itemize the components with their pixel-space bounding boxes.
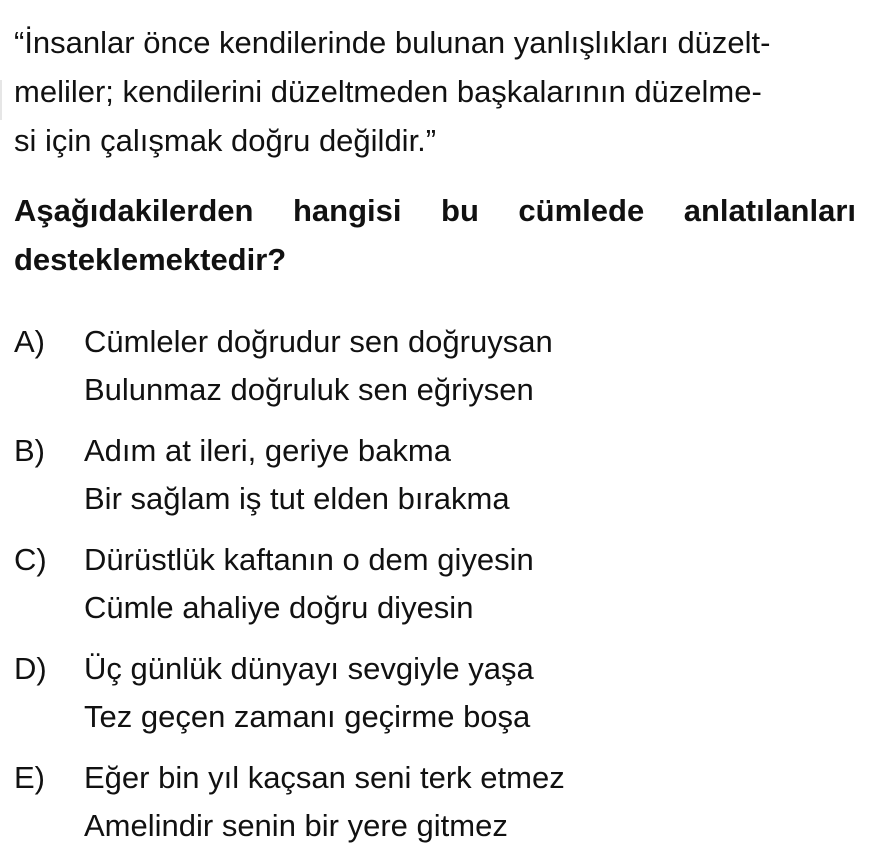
- option-c[interactable]: [14, 536, 856, 645]
- question-line: desteklemektedir?: [14, 242, 287, 277]
- option-line: Cümleler doğrudur sen doğruysan: [84, 324, 553, 359]
- answer-options: [14, 318, 856, 863]
- quote-passage: [14, 18, 856, 165]
- option-line: Bir sağlam iş tut elden bırakma: [84, 481, 510, 516]
- page-edge-mark: [0, 80, 2, 120]
- question-stem: [14, 186, 856, 284]
- option-line: Tez geçen zamanı geçirme boşa: [84, 699, 531, 734]
- option-text: [84, 536, 534, 632]
- option-text: [84, 427, 510, 523]
- option-letter: D): [14, 651, 47, 686]
- option-letter: C): [14, 542, 47, 577]
- option-line: Dürüstlük kaftanın o dem giyesin: [84, 542, 534, 577]
- quote-line: si için çalışmak doğru değildir.”: [14, 123, 437, 158]
- quote-line: “İnsanlar önce kendilerinde bulunan yanlışlıkları düzelt-: [14, 25, 771, 60]
- option-text: [84, 318, 553, 414]
- question-line: Aşağıdakilerden hangisi bu cümlede anlatılanları: [14, 193, 856, 228]
- option-d[interactable]: [14, 645, 856, 754]
- option-line: Adım at ileri, geriye bakma: [84, 433, 451, 468]
- option-letter: E): [14, 760, 45, 795]
- option-text: [84, 645, 534, 741]
- option-line: Bulunmaz doğruluk sen eğriysen: [84, 372, 534, 407]
- option-line: Amelindir senin bir yere gitmez: [84, 808, 508, 843]
- option-line: Eğer bin yıl kaçsan seni terk etmez: [84, 760, 565, 795]
- option-a[interactable]: [14, 318, 856, 427]
- option-line: Üç günlük dünyayı sevgiyle yaşa: [84, 651, 534, 686]
- option-line: Cümle ahaliye doğru diyesin: [84, 590, 474, 625]
- option-b[interactable]: [14, 427, 856, 536]
- quote-line: meliler; kendilerini düzeltmeden başkalarının düzelme-: [14, 74, 762, 109]
- option-e[interactable]: [14, 754, 856, 863]
- option-letter: B): [14, 433, 45, 468]
- option-letter: A): [14, 324, 45, 359]
- option-text: [84, 754, 565, 850]
